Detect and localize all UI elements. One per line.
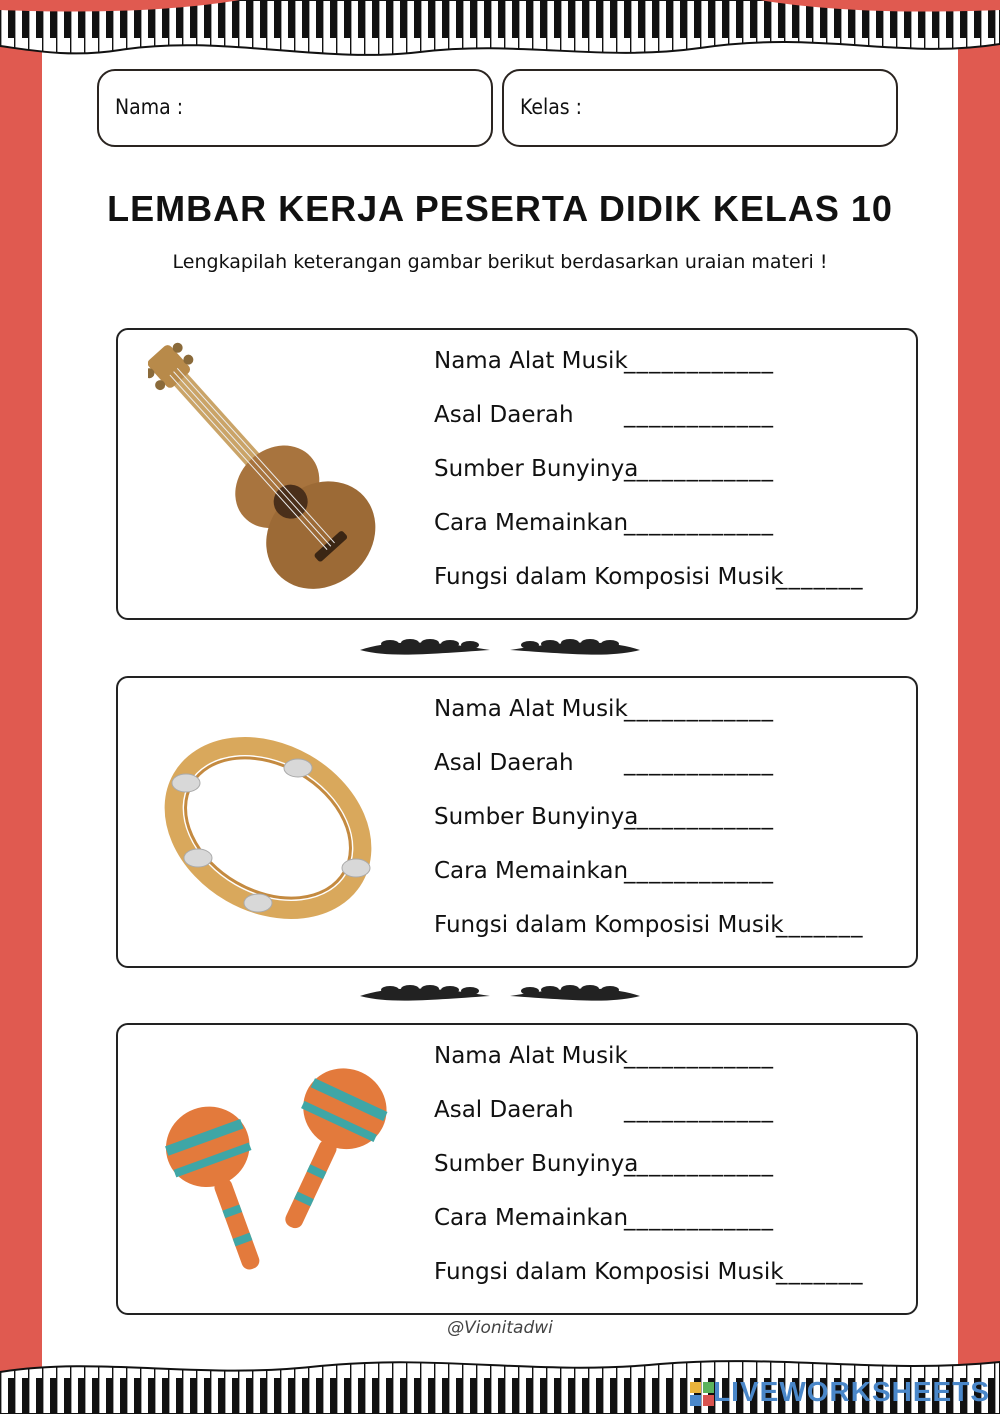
field-label: Asal Daerah bbox=[434, 750, 574, 776]
name-label: Nama : bbox=[115, 95, 184, 119]
liveworksheets-brand: LIVEWORKSHEETS bbox=[713, 1376, 990, 1407]
field-row bbox=[434, 1151, 904, 1205]
field-row bbox=[434, 402, 904, 456]
field-row bbox=[434, 510, 904, 564]
instrument-card-3 bbox=[116, 1023, 918, 1315]
field-row bbox=[434, 456, 904, 510]
field-label: Sumber Bunyinya bbox=[434, 804, 639, 830]
answer-blank[interactable]: ____________ bbox=[624, 858, 774, 884]
field-row bbox=[434, 1043, 904, 1097]
answer-blank[interactable]: ____________ bbox=[624, 1151, 774, 1177]
field-label: Sumber Bunyinya bbox=[434, 1151, 639, 1177]
answer-blank[interactable]: ____________ bbox=[624, 750, 774, 776]
answer-blank[interactable]: ____________ bbox=[624, 1043, 774, 1069]
field-row bbox=[434, 1259, 904, 1313]
answer-blank[interactable]: ____________ bbox=[624, 696, 774, 722]
field-row bbox=[434, 750, 904, 804]
field-label: Nama Alat Musik bbox=[434, 348, 628, 374]
field-row bbox=[434, 804, 904, 858]
answer-blank[interactable]: _______ bbox=[776, 1259, 864, 1285]
page-title: LEMBAR KERJA PESERTA DIDIK KELAS 10 bbox=[107, 188, 893, 229]
field-label: Cara Memainkan bbox=[434, 1205, 629, 1231]
field-label: Cara Memainkan bbox=[434, 858, 629, 884]
instrument-card-1 bbox=[116, 328, 918, 620]
field-label: Asal Daerah bbox=[434, 402, 574, 428]
answer-blank[interactable]: ____________ bbox=[624, 804, 774, 830]
answer-blank[interactable]: ____________ bbox=[624, 1205, 774, 1231]
field-row bbox=[434, 1205, 904, 1259]
answer-blank[interactable]: ____________ bbox=[624, 402, 774, 428]
answer-blank[interactable]: ____________ bbox=[624, 1097, 774, 1123]
author-credit: @Vionitadwi bbox=[447, 1318, 553, 1338]
class-label: Kelas : bbox=[520, 95, 583, 119]
answer-blank[interactable]: ____________ bbox=[624, 348, 774, 374]
field-label: Cara Memainkan bbox=[434, 510, 629, 536]
field-row bbox=[434, 858, 904, 912]
name-field[interactable] bbox=[97, 69, 493, 147]
ukulele-icon bbox=[148, 340, 388, 610]
field-label: Nama Alat Musik bbox=[434, 696, 628, 722]
field-label: Sumber Bunyinya bbox=[434, 456, 639, 482]
field-row bbox=[434, 564, 904, 618]
instruction-text: Lengkapilah keterangan gambar berikut berdasarkan uraian materi ! bbox=[172, 251, 828, 273]
tambourine-icon bbox=[148, 688, 388, 958]
field-label: Fungsi dalam Komposisi Musik bbox=[434, 912, 784, 938]
field-label: Nama Alat Musik bbox=[434, 1043, 628, 1069]
field-row bbox=[434, 912, 904, 966]
field-label: Fungsi dalam Komposisi Musik bbox=[434, 564, 784, 590]
class-field[interactable] bbox=[502, 69, 898, 147]
answer-blank[interactable]: ____________ bbox=[624, 510, 774, 536]
answer-blank[interactable]: _______ bbox=[776, 564, 864, 590]
answer-blank[interactable]: ____________ bbox=[624, 456, 774, 482]
leaf-divider-icon bbox=[350, 630, 650, 670]
instrument-card-2 bbox=[116, 676, 918, 968]
piano-keys-top bbox=[0, 0, 1000, 70]
field-label: Fungsi dalam Komposisi Musik bbox=[434, 1259, 784, 1285]
field-row bbox=[434, 348, 904, 402]
answer-blank[interactable]: _______ bbox=[776, 912, 864, 938]
field-row bbox=[434, 696, 904, 750]
liveworksheets-logo-icon bbox=[690, 1382, 714, 1406]
maracas-icon bbox=[148, 1035, 388, 1305]
field-row bbox=[434, 1097, 904, 1151]
leaf-divider-icon bbox=[350, 976, 650, 1016]
field-label: Asal Daerah bbox=[434, 1097, 574, 1123]
